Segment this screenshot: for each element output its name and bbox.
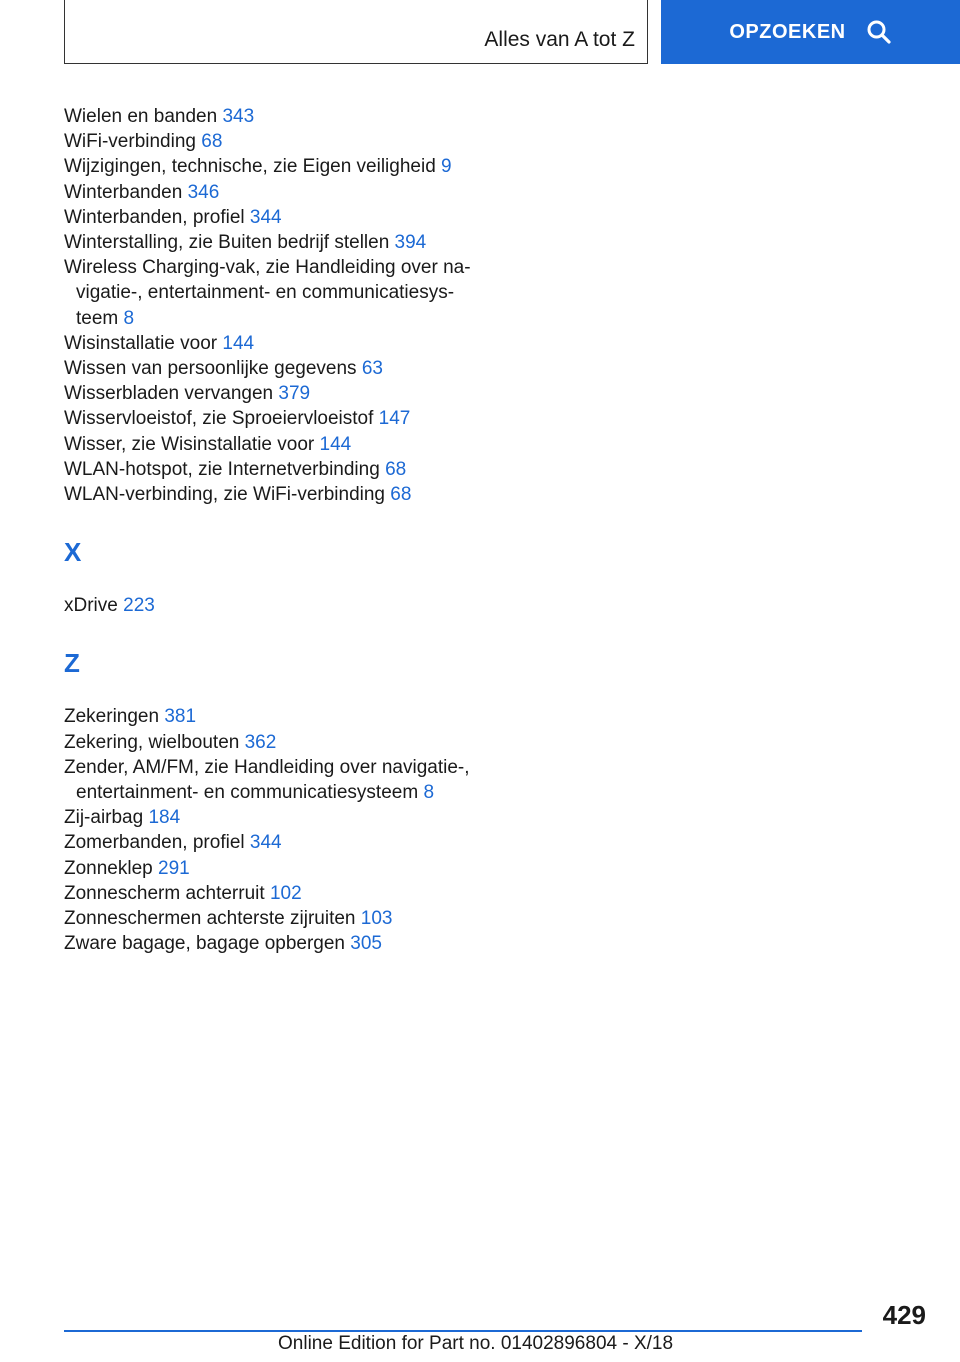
index-entry-text: Wisserbladen vervangen — [64, 383, 274, 405]
index-entry-text: Zomerbanden, profiel — [64, 832, 245, 854]
index-entry — [64, 129, 484, 154]
index-entry-text: Winterbanden, profiel — [64, 206, 245, 228]
page-reference-link[interactable]: 291 — [158, 857, 190, 879]
header-box — [64, 0, 648, 64]
index-entry — [64, 931, 484, 956]
index-entry-text: WiFi-verbinding — [64, 131, 196, 153]
search-icon — [866, 19, 892, 45]
index-entry-text: Zware bagage, bagage opbergen — [64, 933, 346, 955]
page-reference-link[interactable]: 379 — [278, 383, 311, 405]
index-entry — [64, 593, 484, 618]
page-reference-link[interactable]: 103 — [360, 908, 393, 930]
page-reference-link[interactable]: 346 — [187, 181, 220, 203]
index-entry-text: Wisinstallatie voor — [64, 332, 218, 354]
index-entry-text: Zekeringen — [64, 706, 160, 728]
page-reference-link[interactable]: 343 — [222, 106, 255, 127]
index-entry — [64, 881, 484, 906]
index-entry-text: Zonneschermen achterste zijruiten — [64, 908, 356, 930]
index-entry-text: Wisser, zie Wisinstallatie voor — [64, 433, 315, 455]
footer-edition: Online Edition for Part no. 01402896804 - X/18 — [278, 1333, 674, 1354]
index-entry — [64, 704, 484, 729]
page-reference-link[interactable]: 63 — [361, 358, 383, 380]
page-reference-link[interactable]: 9 — [441, 156, 452, 178]
index-entry — [64, 104, 484, 129]
index-entry — [64, 356, 484, 381]
index-entry-text: Wielen en banden — [64, 106, 218, 127]
page-reference-link[interactable]: 8 — [123, 307, 135, 329]
index-list — [64, 104, 484, 956]
index-entry-text: xDrive — [64, 595, 118, 617]
index-entry-text: Wijzigingen, technische, zie Eigen veiligheid — [64, 156, 436, 178]
index-entry-text: Winterbanden — [64, 181, 183, 203]
page-reference-link[interactable]: 68 — [201, 131, 223, 153]
index-entry — [64, 457, 484, 482]
index-entry — [64, 856, 484, 881]
page-reference-link[interactable]: 184 — [148, 807, 181, 829]
page-reference-link[interactable]: 102 — [269, 882, 302, 904]
index-entry — [64, 805, 484, 830]
index-entry-text: Zonneklep — [64, 857, 153, 879]
index-entry — [64, 755, 484, 805]
index-entry — [64, 180, 484, 205]
index-entry-text: Winterstalling, zie Buiten bedrijf stellen — [64, 232, 390, 254]
page-reference-link[interactable]: 144 — [222, 332, 255, 354]
footer-divider — [64, 1330, 862, 1332]
index-entry — [64, 906, 484, 931]
index-entry-text: WLAN-verbinding, zie WiFi-verbinding — [64, 484, 385, 506]
page-reference-link[interactable]: 223 — [123, 595, 155, 617]
index-entry-text: Wireless Charging-vak, zie Handleiding over navigatie-, entertainment- en communicatiesysteem — [64, 257, 471, 329]
index-entry-text: Zonnescherm achterruit — [64, 882, 265, 904]
index-entry-text: Wissen van persoonlijke gegevens — [64, 358, 357, 380]
search-button-label: OPZOEKEN — [729, 20, 846, 43]
index-letter-x: X — [64, 537, 82, 568]
page-reference-link[interactable]: 344 — [249, 206, 282, 228]
index-entry — [64, 230, 484, 255]
page-reference-link[interactable]: 68 — [390, 484, 412, 506]
page-reference-link[interactable]: 147 — [378, 408, 411, 430]
chapter-title: Alles van A tot Z — [484, 28, 635, 51]
index-entry — [64, 730, 484, 755]
index-entry-text: WLAN-hotspot, zie Internetverbinding — [64, 458, 380, 480]
index-entry — [64, 406, 484, 431]
page-reference-link[interactable]: 362 — [244, 731, 277, 753]
index-entry — [64, 830, 484, 855]
page-reference-link[interactable]: 68 — [385, 458, 407, 480]
index-entry-text: Zender, AM/FM, zie Handleiding over navigatie-, entertainment- en communicatiesysteem — [64, 756, 470, 804]
page-reference-link[interactable]: 305 — [350, 933, 382, 955]
index-entry — [64, 255, 484, 331]
index-entry — [64, 331, 484, 356]
index-entry — [64, 154, 484, 179]
index-entry-text: Zij-airbag — [64, 807, 144, 829]
index-entry — [64, 205, 484, 230]
index-entry-text: Zekering, wielbouten — [64, 731, 240, 753]
page-reference-link[interactable]: 344 — [249, 832, 282, 854]
page-reference-link[interactable]: 8 — [423, 782, 435, 804]
index-entry-text: Wisservloeistof, zie Sproeiervloeistof — [64, 408, 374, 430]
page-reference-link[interactable]: 381 — [164, 706, 197, 728]
index-entry — [64, 381, 484, 406]
page-reference-link[interactable]: 394 — [394, 232, 427, 254]
search-button[interactable] — [661, 0, 960, 64]
index-letter-z: Z — [64, 648, 80, 679]
index-entry — [64, 432, 484, 457]
index-entry — [64, 482, 484, 507]
page-number: 429 — [882, 1300, 926, 1330]
page-reference-link[interactable]: 144 — [319, 433, 352, 455]
